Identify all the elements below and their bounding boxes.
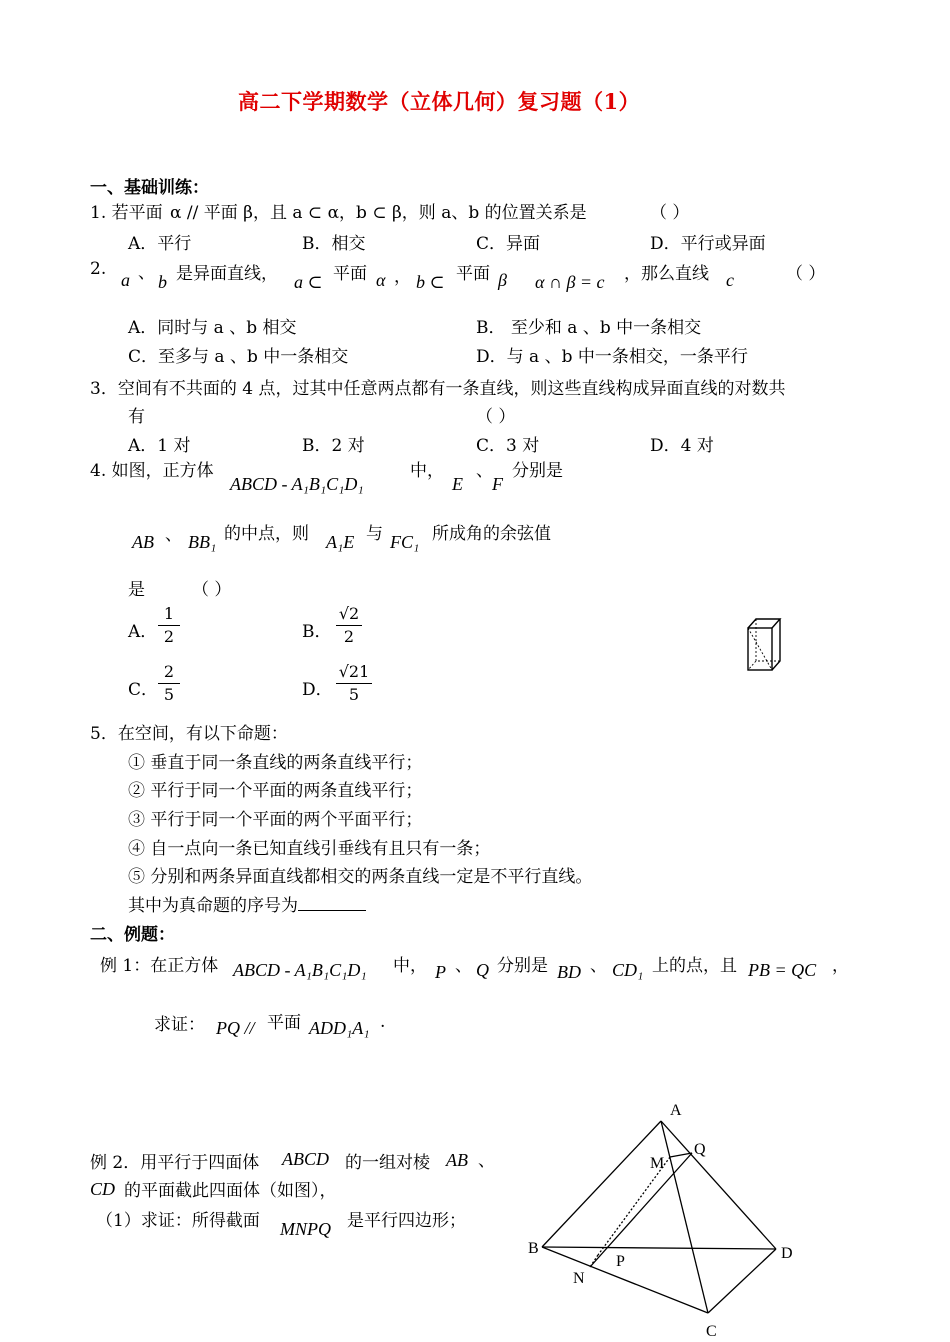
separator: 、 (165, 525, 182, 545)
edge-bc (542, 1247, 708, 1313)
math-a1e: A₁E (326, 532, 355, 552)
math-fc1: FC₁ (390, 532, 420, 552)
question-3-line-1: 3．空间有不共面的 4 点，过其中任意两点都有一条直线，则这些直线构成异面直线的对数共 (90, 379, 786, 399)
math-beta: β (498, 270, 507, 290)
section-heading-basic: 一、基础训练： (90, 178, 209, 198)
segment-pn (590, 1255, 598, 1267)
segment-qn (590, 1153, 692, 1267)
math-cd1: CD₁ (612, 960, 644, 980)
label-q: Q (694, 1141, 706, 1158)
question-4-text-2: 的中点，则 (224, 524, 309, 544)
question-1-paren: （ ） (650, 203, 690, 223)
proposition-3: ③ 平行于同一个平面的两个平面平行； (128, 810, 423, 830)
proposition-4: ④ 自一点向一条已知直线引垂线有且只有一条； (128, 839, 491, 859)
question-2-text-2: ，那么直线 (624, 264, 709, 284)
math-b-subset: b ⊂ (416, 272, 445, 292)
separator: 、 (590, 956, 607, 976)
math-b: b (158, 272, 167, 292)
question-1-option-b: B．相交 (302, 234, 366, 254)
page-title: 高二下学期数学（立体几何）复习题（1） (238, 89, 641, 114)
proposition-1: ① 垂直于同一条直线的两条直线平行； (128, 753, 423, 773)
plane-label-1: 平面 (333, 264, 367, 284)
question-3-option-a: A．1 对 (128, 436, 191, 456)
example-2-lead: 例 2．用平行于四面体 (90, 1153, 260, 1173)
example-2-text-2: 的平面截此四面体（如图）， (124, 1181, 337, 1201)
question-4-lead: 4. 如图，正方体 (90, 461, 214, 481)
math-q: Q (476, 960, 489, 980)
separator: 、 (138, 263, 155, 283)
denominator: 5 (348, 685, 360, 704)
question-2-option-c: C．至多与 a 、b 中一条相交 (128, 347, 349, 367)
denominator: 5 (163, 685, 175, 704)
math-f: F (492, 474, 503, 494)
separator: 、 (455, 956, 472, 976)
denominator: 2 (343, 627, 355, 646)
question-1-stem: α // 平面 β，且 a ⊂ α，b ⊂ β，则 a、b 的位置关系是 (170, 203, 587, 223)
edge-dc (708, 1249, 776, 1313)
math-a-subset: a ⊂ (294, 272, 323, 292)
plane-label: 平面 (267, 1013, 301, 1033)
math-bb1: BB₁ (188, 532, 217, 552)
numerator: √2 (338, 604, 360, 623)
question-4-text-4: 是 (128, 580, 145, 600)
math-equation: PB = QC (748, 960, 817, 980)
comma: ， (832, 956, 849, 976)
question-5-tail-text: 其中为真命题的序号为 (128, 896, 298, 916)
math-mnpq: MNPQ (280, 1219, 331, 1239)
question-4-with: 与 (366, 524, 383, 544)
math-cd: CD (90, 1179, 116, 1199)
plane-label-2: 平面 (456, 264, 490, 284)
separator: 、 (478, 1151, 495, 1171)
example-1-mid: 中， (393, 956, 427, 976)
proposition-2: ② 平行于同一个平面的两条直线平行； (128, 781, 423, 801)
numerator: 2 (163, 662, 175, 681)
numerator: √21 (338, 662, 370, 681)
question-2-text-1: 是异面直线， (176, 264, 278, 284)
question-4-text-1: 分别是 (512, 461, 563, 481)
label-c: C (706, 1323, 717, 1340)
question-3-option-c: C．3 对 (476, 436, 540, 456)
question-2-option-d: D．与 a 、b 中一条相交，一条平行 (476, 347, 748, 367)
math-e: E (452, 474, 463, 494)
fraction-root21-over-5 (336, 663, 372, 704)
question-1-option-c: C．异面 (476, 234, 541, 254)
question-4-option-c-label: C． (128, 680, 159, 700)
math-intersection: α ∩ β = c (535, 272, 605, 292)
example-1-text-1: 分别是 (497, 956, 548, 976)
tetrahedron-figure (520, 1095, 810, 1342)
question-2-number: 2. (90, 259, 107, 279)
question-4-option-a-label: A． (128, 622, 158, 642)
math-cube: ABCD - A₁B₁C₁D₁ (230, 474, 364, 494)
fraction-one-half (158, 605, 180, 646)
answer-blank[interactable] (298, 896, 366, 911)
question-4-paren: （ ） (192, 580, 232, 600)
period: . (380, 1012, 386, 1032)
question-4-text-3: 所成角的余弦值 (432, 524, 551, 544)
fraction-two-fifths (158, 663, 180, 704)
cube-figure (744, 614, 784, 674)
example-1-lead: 例 1：在正方体 (100, 956, 219, 976)
question-2-option-b: B． 至少和 a 、b 中一条相交 (476, 318, 702, 338)
math-a: a (121, 270, 130, 290)
example-1-prove: 求证： (154, 1015, 205, 1035)
question-3-option-b: B．2 对 (302, 436, 365, 456)
example-2-text-1: 的一组对棱 (345, 1153, 430, 1173)
label-p: P (616, 1253, 625, 1270)
math-bd: BD (557, 962, 581, 982)
separator: 、 (476, 461, 493, 481)
question-4-option-d-label: D． (302, 680, 333, 700)
math-pq-parallel: PQ // (216, 1018, 255, 1038)
question-1-option-a: A．平行 (128, 234, 192, 254)
math-add1a1: ADD₁A₁ (309, 1018, 370, 1038)
question-5-lead: 5．在空间，有以下命题： (90, 724, 288, 744)
label-n: N (573, 1270, 585, 1287)
edge-ab (542, 1121, 661, 1247)
fraction-root2-over-2 (336, 605, 362, 646)
question-4-mid: 中， (410, 461, 444, 481)
example-1-text-2: 上的点，且 (652, 956, 737, 976)
example-2-sub-1: （1）求证：所得截面 (96, 1211, 260, 1231)
edge-ad (661, 1121, 776, 1249)
math-c: c (726, 270, 734, 290)
question-3-paren: （ ） (476, 407, 516, 427)
example-2-text-3: 是平行四边形； (347, 1211, 466, 1231)
question-3-line-2: 有 (128, 407, 145, 427)
section-heading-examples: 二、例题： (90, 925, 175, 945)
label-a: A (670, 1102, 682, 1119)
question-3-option-d: D．4 对 (650, 436, 714, 456)
question-1-option-d: D．平行或异面 (650, 234, 766, 254)
question-4-option-b-label: B． (302, 622, 332, 642)
question-1-lead: 1. 若平面 (90, 203, 163, 223)
denominator: 2 (163, 627, 175, 646)
label-b: B (528, 1240, 539, 1257)
label-m: M (650, 1155, 665, 1172)
question-2-paren: （ ） (786, 264, 826, 284)
math-ab: AB (446, 1150, 468, 1170)
question-5-tail (128, 891, 366, 916)
numerator: 1 (163, 604, 175, 623)
label-d: D (781, 1245, 793, 1262)
edge-bd (542, 1247, 776, 1249)
math-abcd: ABCD (282, 1149, 329, 1169)
math-cube: ABCD - A₁B₁C₁D₁ (233, 960, 367, 980)
math-alpha: α (376, 270, 386, 290)
math-p: P (435, 962, 446, 982)
question-2-option-a: A．同时与 a 、b 相交 (128, 318, 297, 338)
proposition-5: ⑤ 分别和两条异面直线都相交的两条直线一定是不平行直线。 (128, 867, 593, 887)
comma: ， (394, 267, 411, 287)
math-ab: AB (132, 532, 154, 552)
